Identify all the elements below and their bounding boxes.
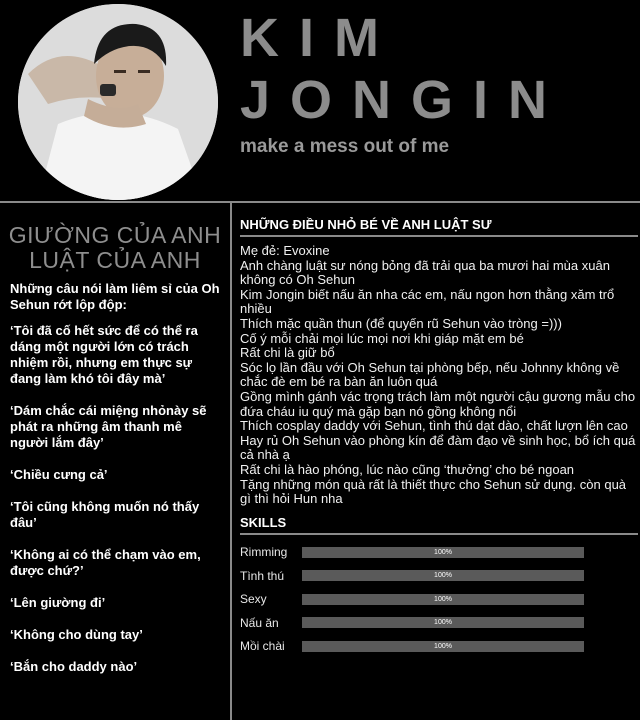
skill-bar	[302, 617, 584, 628]
skill-bar	[302, 594, 584, 605]
fact-item: Thích cosplay daddy với Sehun, tình thú dạt dào, chất lượn lên cao	[240, 418, 628, 434]
profile-header	[0, 0, 640, 201]
fact-item: Cố ý mỗi chải mọi lúc mọi nơi khi giáp mặt em bé	[240, 330, 524, 346]
quote-item: ‘Tôi cũng không muốn nó thấy đâu’	[10, 499, 200, 530]
quotes-intro: Những câu nói làm liêm sỉ của Oh Sehun rớt lộp độp:	[10, 281, 220, 312]
quote-item: ‘Tôi đã cố hết sức để có thể ra dáng một người lớn có trách nhiệm rồi, nhưng em thực sự đang làm khó tôi đây mà’	[10, 323, 198, 386]
skill-label: Tình thú	[240, 568, 285, 583]
skill-bar	[302, 570, 584, 581]
skill-row	[240, 611, 640, 635]
skill-percent: 100%	[434, 595, 452, 603]
quote-item: ‘Lên giường đi’	[10, 595, 106, 610]
skill-percent: 100%	[434, 619, 452, 627]
quote-item: ‘Chiều cưng cả’	[10, 467, 108, 482]
fact-item: Kim Jongin biết nấu ăn nha các em, nấu ngon hơn thằng xăm trổ nhiều	[240, 286, 615, 317]
fact-item: Rất chi là giữ bổ	[240, 345, 335, 361]
skill-bar	[302, 641, 584, 652]
fact-item: Anh chàng luật sư nóng bỏng đã trải qua ba mươi hai mùa xuân không có Oh Sehun	[240, 257, 610, 288]
skill-percent: 100%	[434, 548, 452, 556]
skill-label: Rimming	[240, 545, 288, 560]
fact-item: Gồng mình gánh vác trọng trách làm một người cậu gương mẫu cho đứa cháu iu quý mà gặp bạn nó gồng không nổi	[240, 388, 636, 419]
portrait-photo	[18, 4, 218, 200]
quotes-panel	[0, 203, 232, 720]
tagline: make a mess out of me	[240, 136, 450, 157]
fact-item: Rất chi là hào phóng, lúc nào cũng ‘thưởng’ cho bé ngoan	[240, 461, 575, 477]
facts-panel	[234, 203, 640, 720]
fact-item: Tặng những món quà rất là thiết thực cho Sehun sử dụng. còn quà gì thì hỏi Hun nha	[240, 476, 627, 507]
skill-label: Nấu ăn	[240, 615, 279, 630]
facts-list	[240, 244, 638, 507]
skills-title: SKILLS	[240, 515, 638, 535]
avatar	[18, 4, 218, 200]
fact-item: Sóc lọ lần đầu với Oh Sehun tại phòng bếp, nếu Johnny không về chắc đè em bé ra bàn ăn luôn quá	[240, 359, 620, 390]
fact-item: Thích mặc quần thun (để quyến rũ Sehun vào tròng =)))	[240, 315, 562, 331]
skill-row	[240, 541, 640, 565]
quote-item: ‘Dám chắc cái miệng nhỏnày sẽ phát ra những âm thanh mê người lắm đây’	[10, 403, 207, 450]
first-name: KIM	[240, 8, 399, 68]
skill-row	[240, 588, 640, 612]
fact-item: Mẹ đẻ: Evoxine	[240, 243, 330, 258]
quotes-list	[10, 323, 222, 675]
skill-label: Mồi chài	[240, 639, 285, 654]
quote-item: ‘Bắn cho daddy nào’	[10, 659, 138, 674]
skills-list	[240, 541, 640, 659]
skill-row	[240, 635, 640, 659]
skill-bar	[302, 547, 584, 558]
skill-percent: 100%	[434, 572, 452, 580]
skill-row	[240, 564, 640, 588]
quotes-title: GIƯỜNG CỦA ANH LUẬT CỦA ANH	[8, 222, 222, 273]
quote-item: ‘Không ai có thể chạm vào em, được chứ?’	[10, 547, 201, 578]
skill-label: Sexy	[240, 592, 267, 607]
quote-item: ‘Không cho dùng tay’	[10, 627, 143, 642]
facts-title: NHỮNG ĐIỀU NHỎ BÉ VỀ ANH LUẬT SƯ	[240, 217, 638, 237]
fact-item: Hay rủ Oh Sehun vào phòng kín để đàm đạo về sinh học, bổ ích quá cả nhà ạ	[240, 432, 636, 463]
last-name: JONGIN	[240, 70, 568, 130]
skill-percent: 100%	[434, 642, 452, 650]
